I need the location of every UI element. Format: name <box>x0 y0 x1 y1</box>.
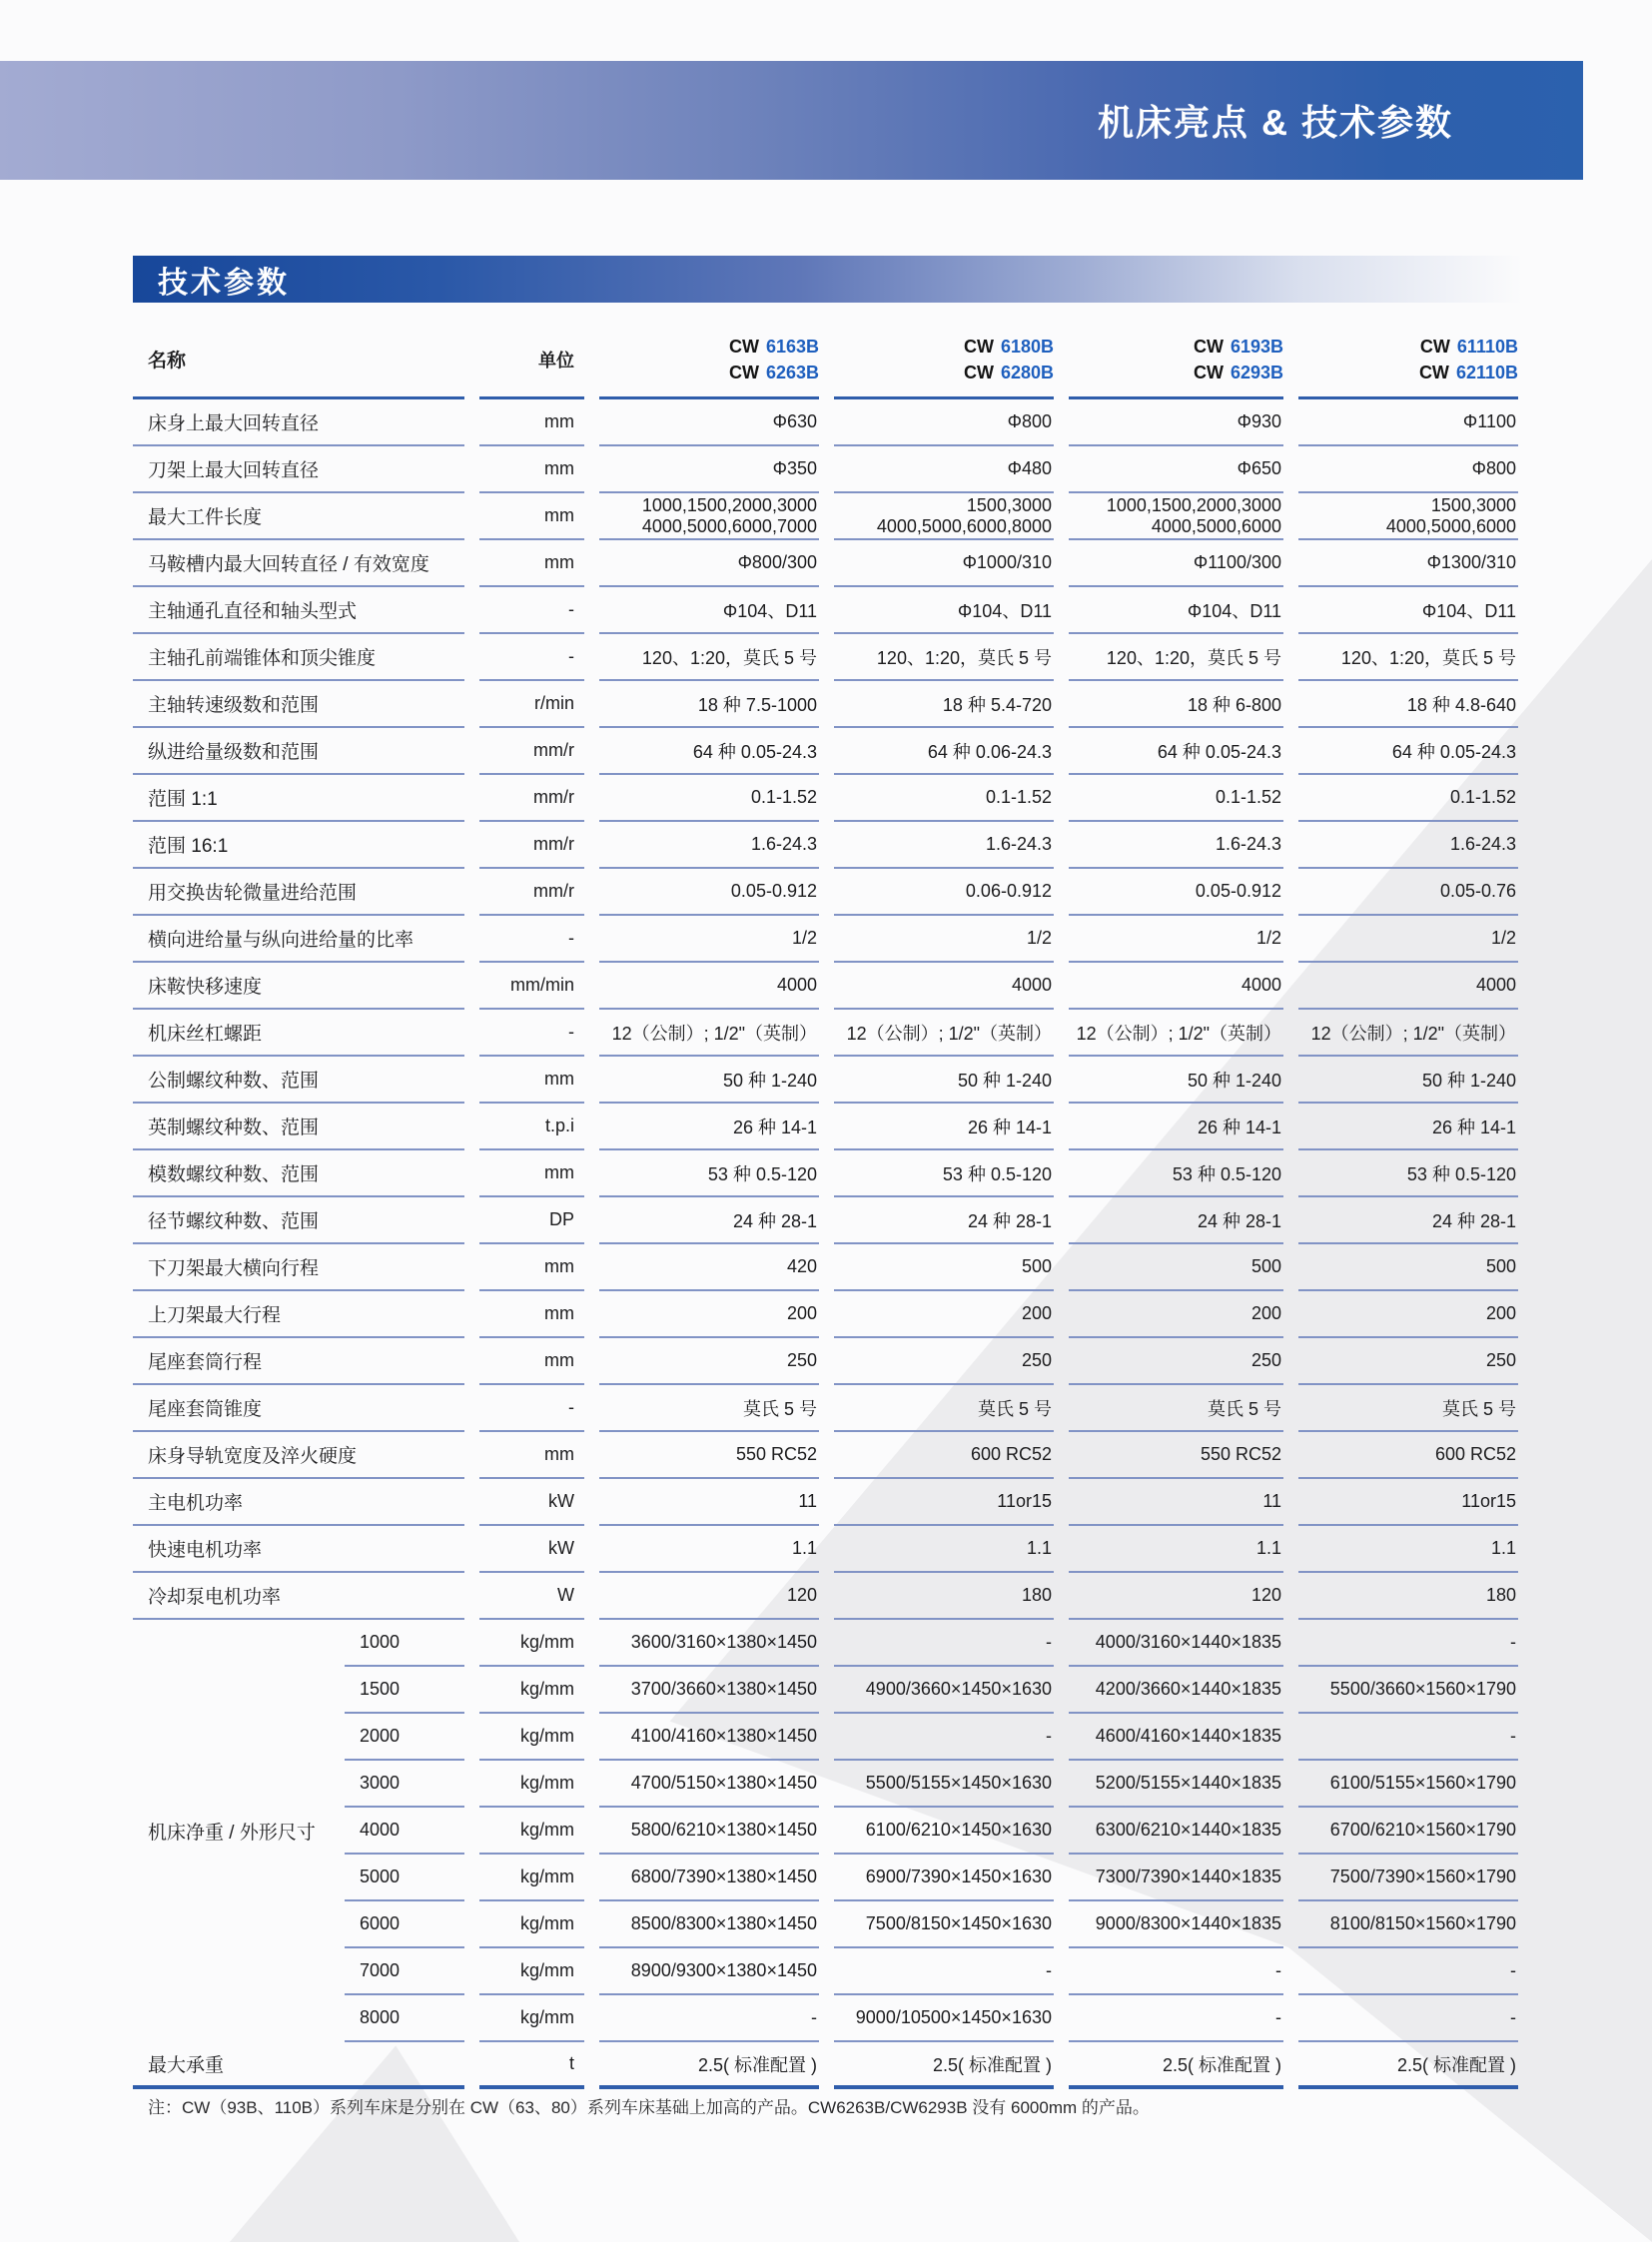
spec-value: 550 RC52 <box>599 1432 819 1479</box>
spec-table <box>133 322 1518 2089</box>
spec-value: 4200/3660×1440×1835 <box>1069 1667 1283 1714</box>
spec-row-unit: r/min <box>479 681 584 728</box>
spec-row-label: 床鞍快移速度 <box>133 963 464 1010</box>
spec-row-label: 范围 16:1 <box>133 822 464 869</box>
spec-value: 1.6-24.3 <box>599 822 819 869</box>
spec-value: 莫氏 5 号 <box>599 1385 819 1432</box>
spec-row-unit: mm <box>479 1432 584 1479</box>
spec-value: 250 <box>1069 1338 1283 1385</box>
spec-row-unit: mm <box>479 1150 584 1197</box>
spec-row-unit: - <box>479 1010 584 1057</box>
spec-row-sublabel: 5000 <box>345 1855 464 1901</box>
spec-row-label: 冷却泵电机功率 <box>133 1573 464 1620</box>
spec-value: 8500/8300×1380×1450 <box>599 1901 819 1948</box>
column-header-unit: 单位 <box>479 322 584 399</box>
spec-value: 26 种 14-1 <box>599 1104 819 1150</box>
spec-row-unit: kW <box>479 1479 584 1526</box>
spec-row-label: 主轴转速级数和范围 <box>133 681 464 728</box>
model-name: CW 6293B <box>1193 362 1283 382</box>
top-banner <box>0 61 1583 180</box>
spec-value: 50 种 1-240 <box>599 1057 819 1104</box>
spec-row-sublabel: 1500 <box>345 1667 464 1714</box>
spec-row-unit: kg/mm <box>479 1620 584 1667</box>
spec-value: 64 种 0.05-24.3 <box>599 728 819 775</box>
spec-value: 24 种 28-1 <box>834 1197 1054 1244</box>
spec-value: 9000/10500×1450×1630 <box>834 1995 1054 2042</box>
model-name: CW 6280B <box>963 362 1054 382</box>
spec-value: 120 <box>1069 1573 1283 1620</box>
spec-value: 6100/6210×1450×1630 <box>834 1808 1054 1855</box>
spec-value: 1000,1500,2000,3000 4000,5000,6000,7000 <box>599 493 819 540</box>
spec-value: - <box>1298 1714 1518 1761</box>
spec-value: Φ930 <box>1069 399 1283 446</box>
spec-row-sublabel: 7000 <box>345 1948 464 1995</box>
spec-row-sublabel: 6000 <box>345 1901 464 1948</box>
spec-value: 2.5( 标准配置 ) <box>1298 2042 1518 2089</box>
spec-value: 1.1 <box>1069 1526 1283 1573</box>
spec-value: Φ1000/310 <box>834 540 1054 587</box>
spec-value: 4000 <box>1069 963 1283 1010</box>
spec-value: 4700/5150×1380×1450 <box>599 1761 819 1808</box>
spec-value: 120 <box>599 1573 819 1620</box>
spec-value: Φ350 <box>599 446 819 493</box>
spec-row-sublabel: 1000 <box>345 1620 464 1667</box>
spec-value: 18 种 6-800 <box>1069 681 1283 728</box>
section-title: 技术参数 <box>158 266 290 300</box>
spec-row-unit: kg/mm <box>479 1761 584 1808</box>
spec-value: 53 种 0.5-120 <box>599 1150 819 1197</box>
spec-value: 5800/6210×1380×1450 <box>599 1808 819 1855</box>
spec-row-label: 快速电机功率 <box>133 1526 464 1573</box>
footnote: 注：CW（93B、110B）系列车床是分别在 CW（63、80）系列车床基础上加高的产品。CW6263B/CW6293B 没有 6000mm 的产品。 <box>148 2098 1150 2117</box>
spec-row-unit: kg/mm <box>479 1855 584 1901</box>
model-name: CW 62110B <box>1418 362 1518 382</box>
spec-row-unit: kW <box>479 1526 584 1573</box>
spec-row-unit: - <box>479 587 584 634</box>
column-header-name: 名称 <box>133 322 464 399</box>
spec-value: - <box>834 1620 1054 1667</box>
spec-row-unit: kg/mm <box>479 1948 584 1995</box>
spec-value: 250 <box>1298 1338 1518 1385</box>
spec-value: 18 种 5.4-720 <box>834 681 1054 728</box>
spec-value: 8900/9300×1380×1450 <box>599 1948 819 1995</box>
spec-row-label: 上刀架最大行程 <box>133 1291 464 1338</box>
spec-value: 1.1 <box>1298 1526 1518 1573</box>
spec-value: Φ104、D11 <box>1298 587 1518 634</box>
spec-row-unit: mm <box>479 493 584 540</box>
spec-value: 1.1 <box>834 1526 1054 1573</box>
spec-row-unit: mm <box>479 1244 584 1291</box>
spec-value: 120、1:20，莫氏 5 号 <box>599 634 819 681</box>
spec-value: 500 <box>1298 1244 1518 1291</box>
spec-value: Φ104、D11 <box>599 587 819 634</box>
spec-value: 120、1:20，莫氏 5 号 <box>834 634 1054 681</box>
spec-value: - <box>1298 1620 1518 1667</box>
spec-value: 莫氏 5 号 <box>1298 1385 1518 1432</box>
spec-value: 26 种 14-1 <box>834 1104 1054 1150</box>
spec-value: 7300/7390×1440×1835 <box>1069 1855 1283 1901</box>
spec-value: - <box>834 1948 1054 1995</box>
column-header-model-2 <box>834 322 1054 399</box>
spec-value: Φ104、D11 <box>1069 587 1283 634</box>
spec-value: 64 种 0.06-24.3 <box>834 728 1054 775</box>
spec-value: 550 RC52 <box>1069 1432 1283 1479</box>
spec-value: 1.6-24.3 <box>1069 822 1283 869</box>
spec-row-label: 尾座套筒行程 <box>133 1338 464 1385</box>
spec-value: 1.6-24.3 <box>834 822 1054 869</box>
spec-row-unit: - <box>479 634 584 681</box>
spec-row-unit: mm <box>479 1338 584 1385</box>
spec-value: 3600/3160×1380×1450 <box>599 1620 819 1667</box>
spec-value: 64 种 0.05-24.3 <box>1298 728 1518 775</box>
spec-row-label: 英制螺纹种数、范围 <box>133 1104 464 1150</box>
spec-row-unit: mm/r <box>479 822 584 869</box>
spec-row-label: 模数螺纹种数、范围 <box>133 1150 464 1197</box>
spec-value: 600 RC52 <box>834 1432 1054 1479</box>
spec-value: 4000 <box>1298 963 1518 1010</box>
spec-row-unit: kg/mm <box>479 1714 584 1761</box>
column-header-model-1 <box>599 322 819 399</box>
spec-value: 7500/7390×1560×1790 <box>1298 1855 1518 1901</box>
spec-row-unit: mm <box>479 1057 584 1104</box>
model-name: CW 6163B <box>728 336 819 357</box>
spec-value: 200 <box>599 1291 819 1338</box>
spec-value: 12（公制）; 1/2"（英制） <box>1069 1010 1283 1057</box>
spec-value: Φ480 <box>834 446 1054 493</box>
spec-row-label: 主轴通孔直径和轴头型式 <box>133 587 464 634</box>
column-header-model-4 <box>1298 322 1518 399</box>
spec-value: 11 <box>1069 1479 1283 1526</box>
model-name: CW 6180B <box>963 336 1054 357</box>
spec-row-label: 机床丝杠螺距 <box>133 1010 464 1057</box>
spec-row-label: 下刀架最大横向行程 <box>133 1244 464 1291</box>
spec-value: 50 种 1-240 <box>834 1057 1054 1104</box>
spec-row-label: 纵进给量级数和范围 <box>133 728 464 775</box>
spec-value: 0.05-0.912 <box>1069 869 1283 916</box>
spec-value: Φ630 <box>599 399 819 446</box>
spec-value: 200 <box>834 1291 1054 1338</box>
spec-value: - <box>1298 1948 1518 1995</box>
spec-row-label: 用交换齿轮微量进给范围 <box>133 869 464 916</box>
spec-row-unit: mm <box>479 540 584 587</box>
spec-value: 0.1-1.52 <box>1298 775 1518 822</box>
spec-value: 9000/8300×1440×1835 <box>1069 1901 1283 1948</box>
spec-value: 1500,3000 4000,5000,6000,8000 <box>834 493 1054 540</box>
spec-value: 0.1-1.52 <box>834 775 1054 822</box>
spec-value: 11or15 <box>1298 1479 1518 1526</box>
column-header-model-3 <box>1069 322 1283 399</box>
spec-value: 64 种 0.05-24.3 <box>1069 728 1283 775</box>
spec-row-unit: W <box>479 1573 584 1620</box>
spec-value: 6700/6210×1560×1790 <box>1298 1808 1518 1855</box>
spec-value: 0.1-1.52 <box>599 775 819 822</box>
model-name: CW 6263B <box>728 362 819 382</box>
spec-row-sublabel: 3000 <box>345 1761 464 1808</box>
spec-value: 4900/3660×1450×1630 <box>834 1667 1054 1714</box>
spec-value: 6800/7390×1380×1450 <box>599 1855 819 1901</box>
spec-value: 莫氏 5 号 <box>834 1385 1054 1432</box>
spec-value: 11or15 <box>834 1479 1054 1526</box>
spec-value: 53 种 0.5-120 <box>834 1150 1054 1197</box>
spec-value: 6300/6210×1440×1835 <box>1069 1808 1283 1855</box>
spec-value: 0.06-0.912 <box>834 869 1054 916</box>
spec-value: 180 <box>834 1573 1054 1620</box>
spec-value: 50 种 1-240 <box>1069 1057 1283 1104</box>
spec-value: 7500/8150×1450×1630 <box>834 1901 1054 1948</box>
spec-value: 2.5( 标准配置 ) <box>599 2042 819 2089</box>
spec-value: 200 <box>1298 1291 1518 1338</box>
spec-value: 24 种 28-1 <box>1069 1197 1283 1244</box>
spec-row-label: 床身导轨宽度及淬火硬度 <box>133 1432 464 1479</box>
spec-value: Φ1100/300 <box>1069 540 1283 587</box>
spec-row-unit: mm/min <box>479 963 584 1010</box>
spec-row-unit: DP <box>479 1197 584 1244</box>
spec-value: 250 <box>834 1338 1054 1385</box>
spec-row-label: 横向进给量与纵向进给量的比率 <box>133 916 464 963</box>
model-name: CW 6193B <box>1193 336 1283 357</box>
spec-value: 1/2 <box>599 916 819 963</box>
spec-row-label: 主电机功率 <box>133 1479 464 1526</box>
spec-value: 5500/3660×1560×1790 <box>1298 1667 1518 1714</box>
spec-value: Φ800 <box>1298 446 1518 493</box>
spec-row-label: 范围 1:1 <box>133 775 464 822</box>
spec-row-sublabel: 2000 <box>345 1714 464 1761</box>
spec-row-unit: mm/r <box>479 869 584 916</box>
spec-value: 5200/5155×1440×1835 <box>1069 1761 1283 1808</box>
spec-row-unit: mm <box>479 446 584 493</box>
spec-row-label: 马鞍槽内最大回转直径 / 有效宽度 <box>133 540 464 587</box>
spec-value: 0.05-0.912 <box>599 869 819 916</box>
spec-value: 120、1:20，莫氏 5 号 <box>1298 634 1518 681</box>
model-name: CW 61110B <box>1419 336 1518 357</box>
spec-value: 4600/4160×1440×1835 <box>1069 1714 1283 1761</box>
spec-value: 11 <box>599 1479 819 1526</box>
spec-row-label: 床身上最大回转直径 <box>133 399 464 446</box>
spec-value: Φ800 <box>834 399 1054 446</box>
spec-value: 2.5( 标准配置 ) <box>1069 2042 1283 2089</box>
spec-value: 180 <box>1298 1573 1518 1620</box>
spec-value: 1/2 <box>1298 916 1518 963</box>
spec-row-unit: mm/r <box>479 775 584 822</box>
spec-row-label: 刀架上最大回转直径 <box>133 446 464 493</box>
spec-value: 500 <box>834 1244 1054 1291</box>
spec-value: 4000 <box>599 963 819 1010</box>
spec-value: 12（公制）; 1/2"（英制） <box>599 1010 819 1057</box>
spec-value: 8100/8150×1560×1790 <box>1298 1901 1518 1948</box>
spec-row-unit: kg/mm <box>479 1808 584 1855</box>
spec-row-sublabel: 4000 <box>345 1808 464 1855</box>
spec-value: - <box>1298 1995 1518 2042</box>
section-header-bar <box>133 256 1522 303</box>
spec-value: 3700/3660×1380×1450 <box>599 1667 819 1714</box>
spec-value: 1.1 <box>599 1526 819 1573</box>
spec-value: - <box>1069 1948 1283 1995</box>
spec-row-label: 最大承重 <box>133 2042 464 2089</box>
spec-value: 600 RC52 <box>1298 1432 1518 1479</box>
spec-value: 200 <box>1069 1291 1283 1338</box>
spec-value: 莫氏 5 号 <box>1069 1385 1283 1432</box>
spec-value: Φ800/300 <box>599 540 819 587</box>
spec-row-unit: - <box>479 1385 584 1432</box>
spec-value: 12（公制）; 1/2"（英制） <box>834 1010 1054 1057</box>
spec-value: 0.05-0.76 <box>1298 869 1518 916</box>
spec-value: Φ1300/310 <box>1298 540 1518 587</box>
spec-value: 4000/3160×1440×1835 <box>1069 1620 1283 1667</box>
spec-value: 4100/4160×1380×1450 <box>599 1714 819 1761</box>
spec-value: 4000 <box>834 963 1054 1010</box>
spec-value: 0.1-1.52 <box>1069 775 1283 822</box>
spec-value: 120、1:20，莫氏 5 号 <box>1069 634 1283 681</box>
spec-row-unit: mm/r <box>479 728 584 775</box>
spec-value: 1/2 <box>1069 916 1283 963</box>
group-label: 机床净重 / 外形尺寸 <box>148 1823 316 1844</box>
spec-value: - <box>599 1995 819 2042</box>
spec-value: 18 种 4.8-640 <box>1298 681 1518 728</box>
spec-value: 53 种 0.5-120 <box>1298 1150 1518 1197</box>
spec-value: 1/2 <box>834 916 1054 963</box>
spec-row-unit: mm <box>479 399 584 446</box>
spec-value: 1000,1500,2000,3000 4000,5000,6000 <box>1069 493 1283 540</box>
spec-value: 26 种 14-1 <box>1298 1104 1518 1150</box>
spec-value: 5500/5155×1450×1630 <box>834 1761 1054 1808</box>
spec-value: - <box>1069 1995 1283 2042</box>
spec-value: 500 <box>1069 1244 1283 1291</box>
spec-value: 1.6-24.3 <box>1298 822 1518 869</box>
spec-value: 24 种 28-1 <box>599 1197 819 1244</box>
spec-value: 420 <box>599 1244 819 1291</box>
spec-row-unit: mm <box>479 1291 584 1338</box>
spec-value: 50 种 1-240 <box>1298 1057 1518 1104</box>
spec-value: Φ1100 <box>1298 399 1518 446</box>
spec-row-label: 径节螺纹种数、范围 <box>133 1197 464 1244</box>
spec-row-sublabel: 8000 <box>345 1995 464 2042</box>
spec-row-unit: - <box>479 916 584 963</box>
page-title: 机床亮点 & 技术参数 <box>1097 102 1453 143</box>
spec-row-label: 尾座套筒锥度 <box>133 1385 464 1432</box>
spec-value: 18 种 7.5-1000 <box>599 681 819 728</box>
spec-value: 12（公制）; 1/2"（英制） <box>1298 1010 1518 1057</box>
spec-value: 2.5( 标准配置 ) <box>834 2042 1054 2089</box>
spec-value: 6100/5155×1560×1790 <box>1298 1761 1518 1808</box>
spec-row-unit: kg/mm <box>479 1995 584 2042</box>
spec-row-label: 公制螺纹种数、范围 <box>133 1057 464 1104</box>
spec-value: 1500,3000 4000,5000,6000 <box>1298 493 1518 540</box>
spec-row-unit: t <box>479 2042 584 2089</box>
spec-row-unit: kg/mm <box>479 1901 584 1948</box>
spec-value: 24 种 28-1 <box>1298 1197 1518 1244</box>
spec-value: 6900/7390×1450×1630 <box>834 1855 1054 1901</box>
spec-row-label: 最大工件长度 <box>133 493 464 540</box>
spec-value: - <box>834 1714 1054 1761</box>
spec-value: Φ104、D11 <box>834 587 1054 634</box>
spec-value: 250 <box>599 1338 819 1385</box>
spec-value: 26 种 14-1 <box>1069 1104 1283 1150</box>
spec-row-unit: kg/mm <box>479 1667 584 1714</box>
spec-row-unit: t.p.i <box>479 1104 584 1150</box>
spec-row-label: 主轴孔前端锥体和顶尖锥度 <box>133 634 464 681</box>
spec-value: Φ650 <box>1069 446 1283 493</box>
spec-value: 53 种 0.5-120 <box>1069 1150 1283 1197</box>
